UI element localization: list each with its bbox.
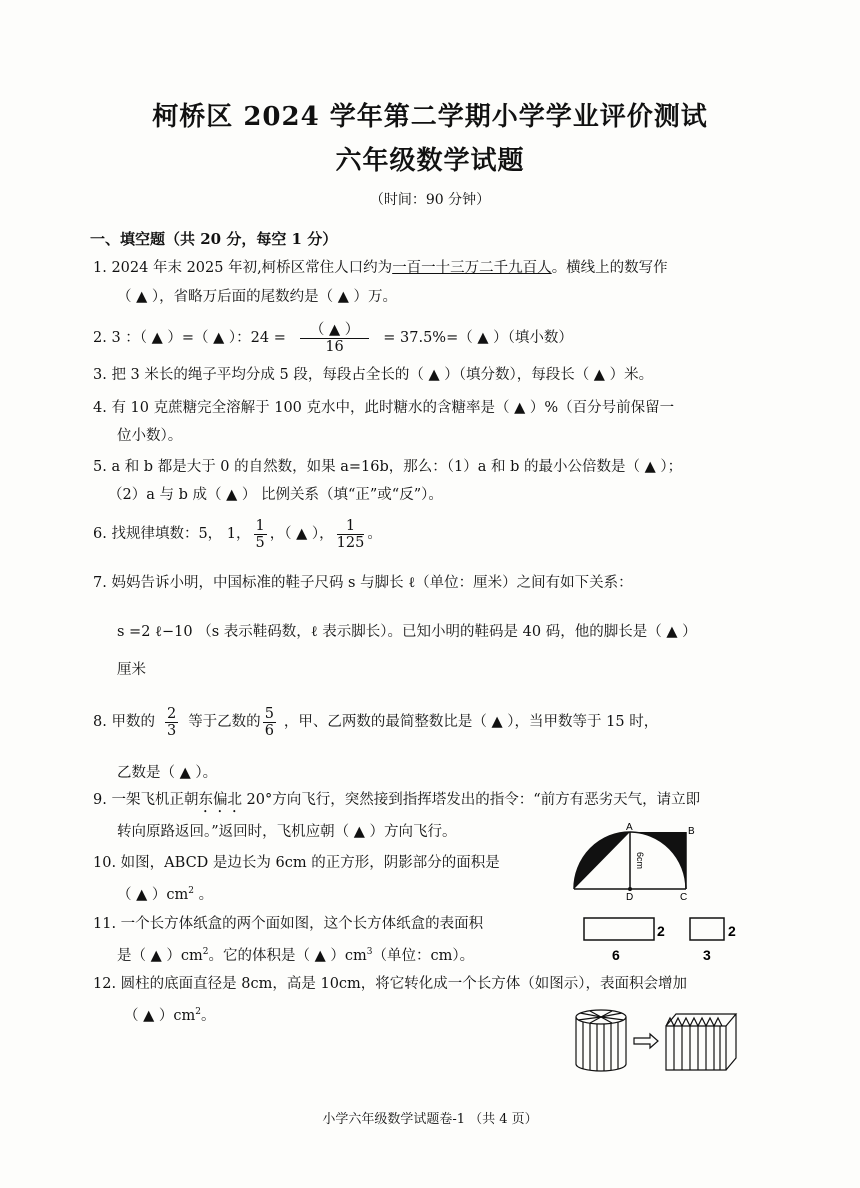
q8-fraction-1 bbox=[165, 706, 178, 739]
q1-text: 1. 2024 年末 2025 年初,柯桥区常住人口约为 bbox=[93, 260, 393, 276]
q6-fraction-2 bbox=[337, 518, 365, 551]
q12-arrow-icon bbox=[634, 1034, 658, 1048]
q11-part1: 是（ ▲ ）cm bbox=[117, 947, 203, 964]
q12-end: 。 bbox=[200, 1007, 216, 1024]
q6-f2-denominator: 125 bbox=[336, 534, 365, 551]
q10-center-dot bbox=[628, 887, 632, 891]
question-3: 3. 把 3 米长的绳子平均分成 5 段，每段占全长的（ ▲ ）（填分数），每段长（ ▲ ）米。 bbox=[93, 367, 654, 383]
q2-text: 2. 3 ：（ ▲ ）=（ ▲ ）：24 = bbox=[93, 330, 286, 346]
q8-f1-denominator: 3 bbox=[166, 722, 177, 739]
question-9 bbox=[93, 790, 700, 816]
exam-subtitle: 六年级数学试题 bbox=[335, 146, 525, 176]
question-12: 12. 圆柱的底面直径是 8cm，高是 10cm，将它转化成一个长方体（如图示），表面积会增加 bbox=[93, 976, 688, 992]
question-9-line2: 转向原路返回。”返回时，飞机应朝（ ▲ ）方向飞行。 bbox=[117, 824, 457, 840]
question-11: 11. 一个长方体纸盒的两个面如图，这个长方体纸盒的表面积 bbox=[93, 916, 484, 932]
q8-text-mid: 等于乙数的 bbox=[188, 714, 261, 730]
question-8 bbox=[93, 700, 658, 744]
q1-text-end: 。横线上的数写作 bbox=[551, 260, 668, 276]
q11-face-2-height: 2 bbox=[728, 923, 736, 939]
q10-label-b: B bbox=[688, 826, 695, 837]
section-heading: 一、填空题（共 20 分，每空 1 分） bbox=[90, 230, 338, 248]
q8-f1-numerator: 2 bbox=[166, 705, 177, 722]
q8-f2-denominator: 6 bbox=[264, 722, 274, 739]
q8-text-end: ，甲、乙两数的最简整数比是（ ▲ ），当甲数等于 15 时， bbox=[283, 714, 659, 730]
q11-figure bbox=[578, 912, 758, 964]
q12-cuboid bbox=[666, 1014, 736, 1070]
q10-label-c: C bbox=[680, 892, 688, 902]
q11-face-2-width: 3 bbox=[703, 947, 711, 963]
question-10: 10. 如图，ABCD 是边长为 6cm 的正方形，阴影部分的面积是 bbox=[93, 855, 500, 871]
question-7-line2: s =2 ℓ−10 （s 表示鞋码数，ℓ 表示脚长）。已知小明的鞋码是 40 码，他的脚长是（ ▲ ） bbox=[117, 624, 697, 640]
question-5: 5. a 和 b 都是大于 0 的自然数，如果 a=16b，那么：（1）a 和 b 的最小公倍数是（ ▲ ）； bbox=[93, 459, 683, 475]
q12-cylinder bbox=[576, 1010, 626, 1071]
q12-answer: （ ▲ ）cm bbox=[124, 1007, 196, 1024]
question-11-line2 bbox=[117, 942, 474, 966]
q6-f1-denominator: 5 bbox=[255, 534, 265, 551]
question-10-line2 bbox=[117, 881, 213, 905]
q11-face-1 bbox=[584, 918, 654, 940]
q9-dotted-direction: 东偏北 bbox=[198, 792, 242, 808]
q11-face-1-width: 6 bbox=[612, 947, 620, 963]
question-2 bbox=[93, 318, 573, 358]
exam-title: 柯桥区 2024 学年第二学期小学学业评价测试 bbox=[152, 102, 708, 132]
question-8-line2: 乙数是（ ▲ ）。 bbox=[117, 765, 218, 781]
question-5-line2: （2）a 与 b 成（ ▲ ） 比例关系（填“正”或“反”）。 bbox=[108, 487, 443, 503]
q10-label-side: 6cm bbox=[635, 852, 645, 870]
q10-shaded-left bbox=[574, 832, 630, 889]
q2-text-end: = 37.5%=（ ▲ ）（填小数） bbox=[383, 330, 573, 346]
question-1 bbox=[93, 258, 668, 278]
q6-f2-numerator: 1 bbox=[337, 518, 365, 535]
q10-end: 。 bbox=[193, 886, 214, 903]
q12-figure bbox=[570, 1008, 750, 1074]
q2-fraction-denominator: 16 bbox=[325, 338, 344, 355]
q11-part2: 。它的体积是（ ▲ ）cm bbox=[208, 947, 367, 964]
q2-fraction bbox=[300, 322, 369, 355]
q9-text-end: 20°方向飞行，突然接到指挥塔发出的指令：“前方有恶劣天气，请立即 bbox=[241, 792, 701, 808]
q10-figure bbox=[566, 822, 700, 902]
page-footer: 小学六年级数学试题卷-1 （共 4 页） bbox=[322, 1112, 538, 1127]
question-6 bbox=[93, 514, 382, 554]
q11-sup-2: 2 bbox=[202, 947, 209, 957]
question-12-line2 bbox=[124, 1002, 215, 1026]
question-4-line2: 位小数）。 bbox=[117, 428, 183, 444]
q6-f1-numerator: 1 bbox=[255, 517, 265, 534]
q10-sup: 2 bbox=[188, 886, 194, 896]
q9-text: 9. 一架飞机正朝 bbox=[93, 792, 199, 808]
question-7-line3: 厘米 bbox=[117, 662, 146, 678]
q1-underlined-number: 一百一十三万二千九百人 bbox=[392, 260, 552, 276]
q11-face-2 bbox=[690, 918, 724, 940]
q2-fraction-numerator: （ ▲ ） bbox=[300, 322, 369, 339]
q10-label-a: A bbox=[626, 822, 633, 833]
question-7: 7. 妈妈告诉小明，中国标准的鞋子尺码 s 与脚长 ℓ（单位：厘米）之间有如下关系： bbox=[93, 575, 633, 591]
q8-fraction-2 bbox=[263, 706, 276, 739]
question-4: 4. 有 10 克蔗糖完全溶解于 100 克水中，此时糖水的含糖率是（ ▲ ）%（百分号前保留一 bbox=[93, 400, 675, 416]
q8-text: 8. 甲数的 bbox=[93, 714, 155, 730]
q12-sup: 2 bbox=[195, 1007, 201, 1017]
q10-answer: （ ▲ ）cm bbox=[117, 886, 189, 903]
q11-sup-3: 3 bbox=[366, 947, 373, 957]
q11-part3: （单位：cm）。 bbox=[372, 947, 475, 964]
q11-face-1-height: 2 bbox=[657, 923, 665, 939]
exam-time: （时间：90 分钟） bbox=[369, 192, 491, 208]
q6-fraction-1 bbox=[254, 518, 267, 551]
q6-text: 6. 找规律填数：5， 1， bbox=[93, 526, 251, 542]
q10-label-d: D bbox=[626, 892, 634, 902]
question-1-line2: （ ▲ ），省略万后面的尾数约是（ ▲ ）万。 bbox=[117, 289, 397, 305]
q6-text-mid: ，（ ▲ ）， bbox=[269, 526, 334, 542]
q8-f2-numerator: 5 bbox=[264, 705, 274, 722]
q6-text-end: 。 bbox=[367, 526, 382, 542]
